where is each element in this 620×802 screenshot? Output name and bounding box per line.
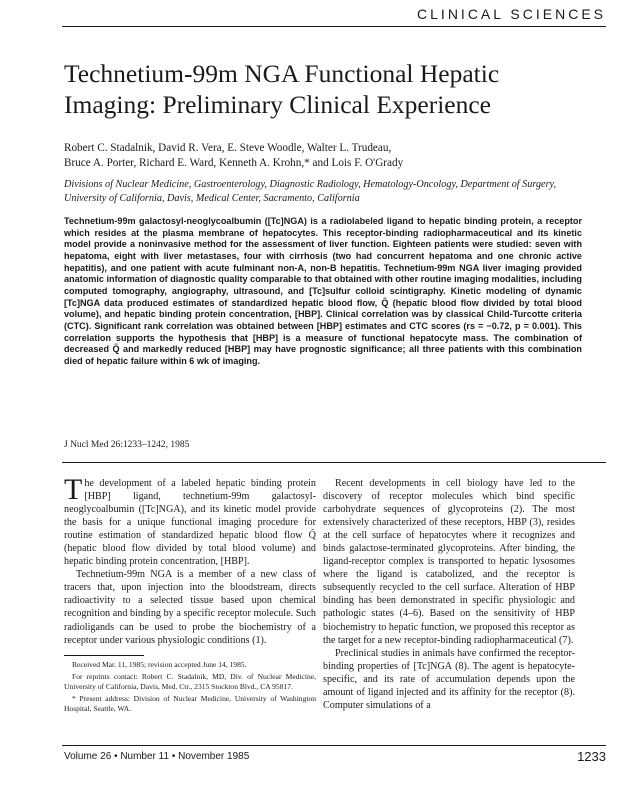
footer-rule [62, 745, 606, 746]
header-rule [62, 26, 606, 27]
paragraph [64, 473, 316, 568]
paragraph: Technetium-99m NGA is a member of a new class of tracers that, upon injection into the bloodstream, directs radioactivity to a selected tissue based upon chemical recognition and binding by a specific receptor molecule. Such radioligands can be used to probe the biochemistry of a receptor under various physiologic conditions (1). [64, 569, 316, 646]
footnote-rule [64, 655, 144, 656]
citation: J Nucl Med 26:1233–1242, 1985 [64, 440, 190, 450]
article-title: Technetium-99m NGA Functional Hepatic Imaging: Preliminary Clinical Experience [64, 59, 500, 119]
page-number: 1233 [577, 749, 606, 764]
author-list [64, 141, 584, 171]
paragraph-text: he development of a labeled hepatic binding protein [HBP] ligand, technetium-99m galactosyl-neoglycoalbumin ([Tc]NGA), and its kinetic model provide the basis for a unique functional imaging procedure for routine estimation of standardized hepatic blood flow Q̃ (hepatic blood flow divided by total blood volume) and hepatic binding protein concentration, [HBP]. [64, 478, 316, 568]
footnote-reprints: For reprints contact: Robert C. Stadalnik, MD, Div. of Nuclear Medicine, University of California, Davis, Med. Ctr., 2315 Stockton Blvd., CA 95817. [64, 672, 316, 692]
paragraph: Recent developments in cell biology have led to the discovery of receptor molecules which bind specific carbohydrate sequences of glycoproteins (2). The most extensively characterized of these receptors, HBP (3), resides at the cell surface of hepatocytes where it recognizes and binds galactose-terminated glycoproteins. After binding, the ligand-receptor complex is transported to hepatic lysosomes where the ligand is catabolized, and the receptor is subsequently recycled to the cell surface. Alteration of HBP binding has been demonstrated in specific physiologic and pathologic states (4–6). Based on the sensitivity of HBP biochemistry to hepatic function, we proposed this receptor as the target for a new receptor-binding radiopharmaceutical (7). [323, 478, 575, 646]
drop-cap: T [64, 473, 83, 506]
affiliations: Divisions of Nuclear Medicine, Gastroenterology, Diagnostic Radiology, Hematology-Oncology, Department of Surgery, University of California, Davis, Medical Center, Sacramento, California [64, 179, 557, 204]
section-divider [62, 462, 606, 463]
section-label: CLINICAL SCIENCES [417, 6, 606, 22]
footnotes [64, 660, 316, 716]
body-column-right [323, 477, 575, 712]
abstract: Technetium-99m galactosyl-neoglycoalbumin ([Tc]NGA) is a radiolabeled ligand to hepatic binding protein, a receptor which resides at the plasma membrane of hepatocytes. This receptor-binding radiopharmaceutical and its kinetic model provide a noninvasive method for the assessment of liver function. Eighteen patients were studied: seven with hepatoma, eight with liver metastases, four with cirrhosis (two had concurrent hepatoma and one chronic active hepatitis), and one patient with acute fulminant non-A, non-B hepatitis. Technetium-99m NGA liver imaging provided anatomic information of diagnostic quality comparable to that obtained with other routine imaging modalities, including computed tomography, angiography, ultrasound, and [Tc]sulfur colloid scintigraphy. Kinetic modeling of dynamic [Tc]NGA data produced estimates of standardized hepatic blood flow, Q̃ (hepatic blood flow divided by total blood volume), and hepatic binding protein concentration, [HBP]. Clinical correlation was by classical Child-Turcotte criteria (CTC). Significant rank correlation was obtained between [HBP] estimates and CTC scores (rs = −0.72, p = 0.001). This correlation supports the hypothesis that [HBP] is a measure of functional hepatocyte mass. The combination of decreased Q̃ and markedly reduced [HBP] may have prognostic significance; all three patients with this combination died of hepatic failure within 6 wk of imaging. [64, 216, 582, 366]
authors-line-2: Bruce A. Porter, Richard E. Ward, Kenneth A. Krohn,* and Lois F. O'Grady [64, 157, 404, 169]
footnote-present-address: * Present address: Division of Nuclear Medicine, University of Washington Hospital, Seattle, WA. [64, 694, 316, 714]
body-column-left [64, 473, 316, 647]
authors-line-1: Robert C. Stadalnik, David R. Vera, E. Steve Woodle, Walter L. Trudeau, [64, 142, 392, 154]
paragraph: Preclinical studies in animals have confirmed the receptor-binding properties of [Tc]NGA (8). The agent is hepatocyte-specific, and its rate of accumulation depends upon the amount of ligand injected and its affinity for the receptor (8). Computer simulations of a [323, 647, 575, 711]
issue-info: Volume 26 • Number 11 • November 1985 [64, 751, 250, 762]
footnote-received: Received Mar. 11, 1985; revision accepted June 14, 1985. [72, 660, 247, 669]
